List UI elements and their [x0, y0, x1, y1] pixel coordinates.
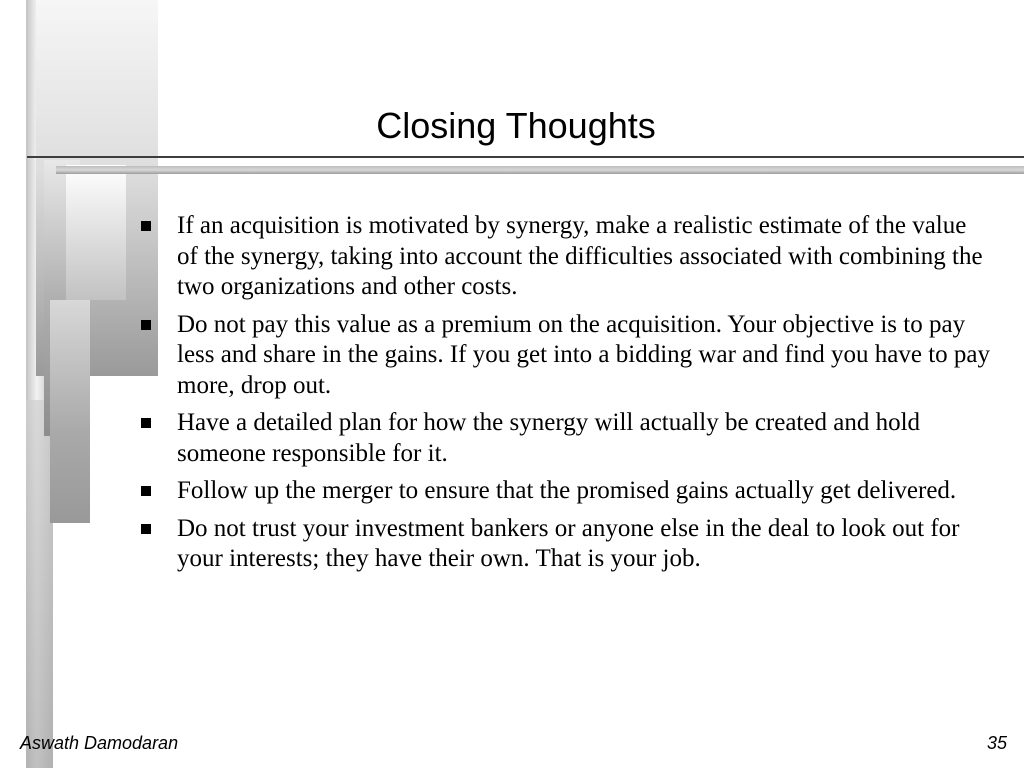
decorative-bar — [50, 300, 90, 523]
bullet-text: Do not trust your investment bankers or anyone else in the deal to look out for your interests; they have their own. That is your job. — [177, 514, 960, 572]
slide-title: Closing Thoughts — [376, 105, 656, 146]
page-number: 35 — [986, 733, 1007, 753]
title-divider — [27, 156, 1024, 158]
bullet-text: If an acquisition is motivated by synergy, make a realistic estimate of the value of the synergy, taking into account the difficulties associated with combining the two organizations and other costs. — [177, 212, 983, 300]
list-item — [140, 310, 990, 402]
bullet-list — [140, 211, 990, 582]
square-bullet-icon — [141, 486, 151, 496]
square-bullet-icon — [141, 418, 151, 428]
bullet-text: Follow up the merger to ensure that the promised gains actually get delivered. — [177, 477, 957, 504]
list-item — [140, 408, 990, 469]
list-item — [140, 476, 990, 507]
square-bullet-icon — [141, 221, 151, 231]
bullet-text: Have a detailed plan for how the synergy will actually be created and hold someone responsible for it. — [177, 409, 921, 467]
square-bullet-icon — [141, 320, 151, 330]
square-bullet-icon — [141, 524, 151, 534]
decorative-bar — [26, 400, 53, 768]
decorative-bar — [66, 165, 126, 300]
list-item — [140, 211, 990, 303]
footer-author: Aswath Damodaran — [20, 733, 179, 753]
bullet-text: Do not pay this value as a premium on the acquisition. Your objective is to pay less and share in the gains. If you get into a bidding war and find you have to pay more, drop out. — [177, 310, 991, 399]
list-item — [140, 514, 990, 575]
title-underline-bar — [56, 166, 1024, 174]
